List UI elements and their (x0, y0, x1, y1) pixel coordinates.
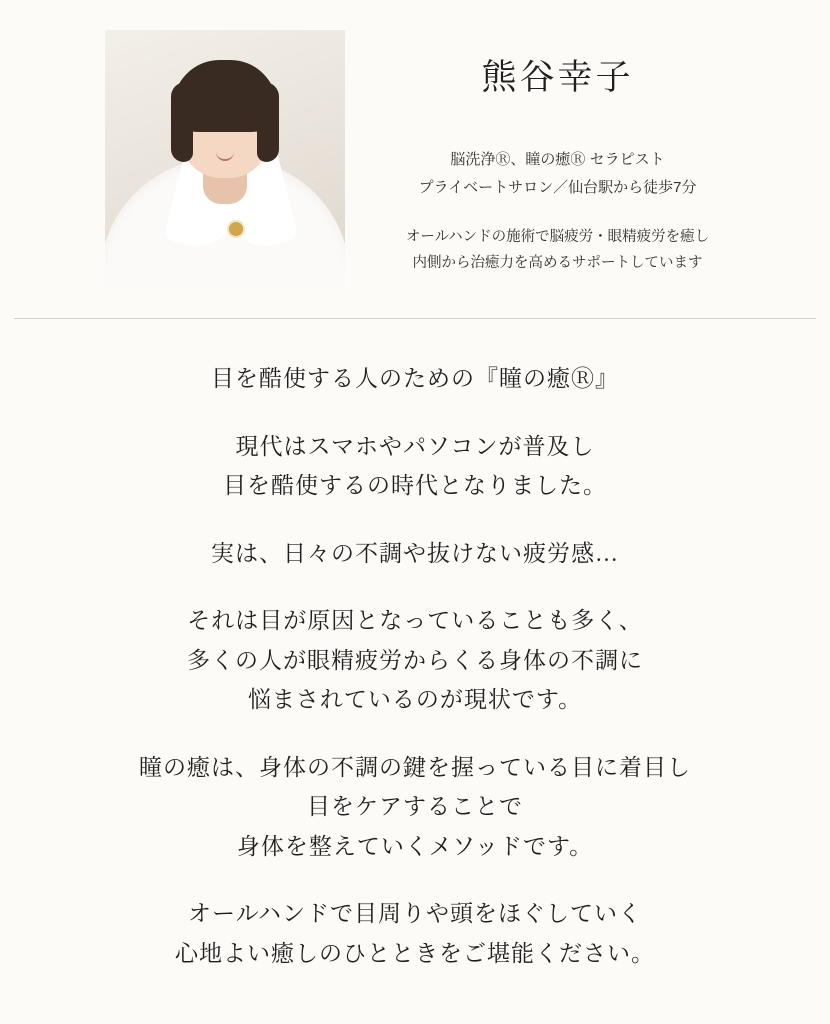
paragraph-6-line-1: オールハンドで目周りや頭をほぐしていく (188, 901, 642, 927)
paragraph-2-line-1: 現代はスマホやパソコンが普及し (235, 433, 595, 459)
portrait-container (105, 30, 345, 288)
paragraph-4-line-2: 多くの人が眼精疲労からくる身体の不調に (187, 647, 643, 673)
portrait-brooch (229, 222, 243, 236)
paragraph-1 (0, 359, 830, 399)
paragraph-4-line-1: それは目が原因となっていることも多く、 (187, 608, 643, 634)
paragraph-5-line-3: 身体を整えていくメソッドです。 (236, 833, 594, 859)
profile-description-line-2: 内側から治癒力を高めるサポートしています (412, 255, 703, 272)
profile-description (345, 224, 770, 278)
portrait-bangs (179, 80, 271, 110)
body-copy (0, 359, 830, 974)
paragraph-6 (0, 894, 830, 973)
paragraph-1-line-1: 目を酷使する人のための『瞳の癒Ⓡ』 (211, 366, 619, 391)
paragraph-3-line-1: 実は、日々の不調や抜けない疲労感… (211, 540, 619, 566)
paragraph-5-line-1: 瞳の癒は、身体の不調の鍵を握っている目に着目し (139, 754, 691, 780)
page-title: 熊谷幸子 (481, 58, 634, 97)
paragraph-3 (0, 534, 830, 574)
profile-description-line-1: オールハンドの施術で脳疲労・眼精疲労を癒し (405, 228, 710, 245)
profile-role-line-2: プライベートサロン／仙台駅から徒歩7分 (418, 178, 697, 196)
portrait-eye-right (240, 122, 251, 127)
paragraph-4-line-3: 悩まされているのが現状です。 (247, 687, 583, 713)
profile-header (0, 0, 830, 288)
profile-text-block (345, 30, 830, 277)
paragraph-5-line-2: 目をケアすることで (307, 794, 523, 820)
portrait-eye-left (199, 122, 210, 127)
paragraph-2 (0, 427, 830, 506)
profile-role (345, 146, 770, 202)
paragraph-5 (0, 748, 830, 867)
profile-role-line-1: 脳洗浄Ⓡ、瞳の癒Ⓡ セラピスト (450, 151, 665, 168)
paragraph-4 (0, 601, 830, 720)
therapist-portrait-image (105, 30, 345, 288)
section-divider (14, 318, 816, 319)
paragraph-6-line-2: 心地よい癒しのひとときをご堪能ください。 (175, 941, 655, 967)
paragraph-2-line-2: 目を酷使するの時代となりました。 (223, 473, 607, 499)
